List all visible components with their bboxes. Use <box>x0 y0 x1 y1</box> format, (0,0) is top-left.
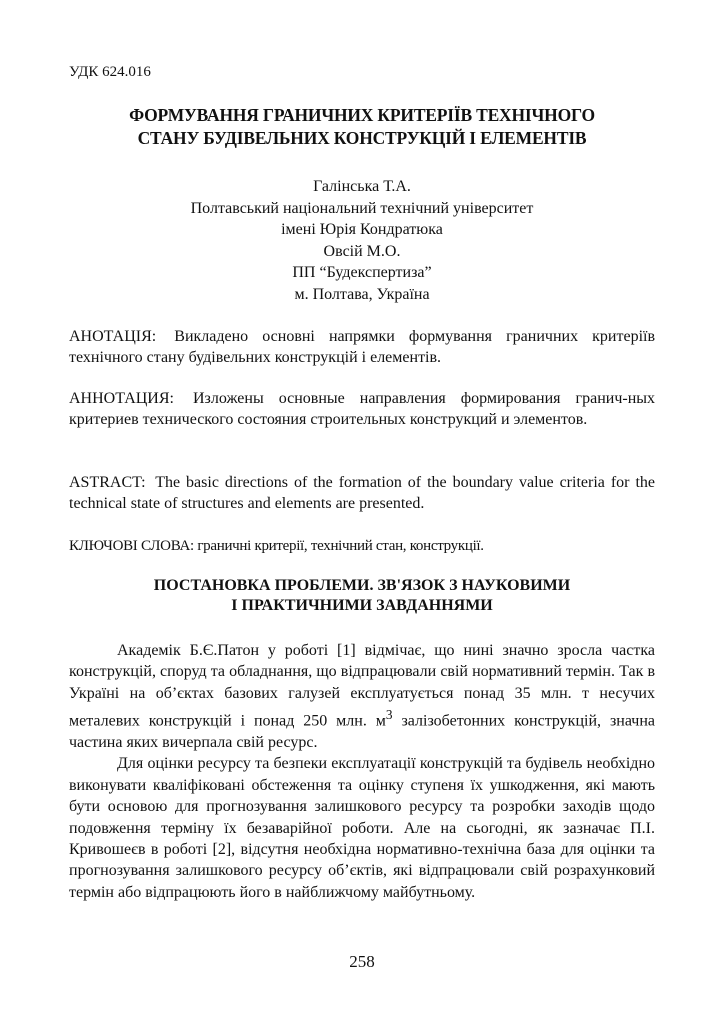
affiliation-line: Полтавський національний технічний університет <box>190 199 534 217</box>
author-name: Овсій М.О. <box>323 242 401 260</box>
city-line: м. Полтава, Україна <box>294 285 430 303</box>
abstract-text: The basic directions of the formation of the boundary value criteria for the technical state of structures and elements are presented. <box>69 474 655 512</box>
abstract-label: ASTRACT: <box>69 474 146 491</box>
abstract-label: АННОТАЦИЯ: <box>69 390 174 407</box>
abstract-ukrainian <box>69 326 655 368</box>
paper-title-line-1: ФОРМУВАННЯ ГРАНИЧНИХ КРИТЕРІЇВ ТЕХНІЧНОГО <box>129 105 595 125</box>
abstract-label: АНОТАЦІЯ: <box>69 328 157 345</box>
section-heading-line-2: І ПРАКТИЧНИМИ ЗАВДАННЯМИ <box>231 597 493 614</box>
page-number: 258 <box>349 952 375 971</box>
abstract-russian <box>69 388 655 430</box>
keywords-text: граничні критерії, технічний стан, конструкції. <box>197 538 484 554</box>
section-heading <box>69 576 655 616</box>
keywords <box>69 536 655 556</box>
paper-title-line-2: СТАНУ БУДІВЕЛЬНИХ КОНСТРУКЦІЙ І ЕЛЕМЕНТІВ <box>137 128 587 148</box>
author-name: Галінська Т.А. <box>313 178 411 195</box>
affiliation-line: імені Юрія Кондратюка <box>281 221 443 239</box>
paragraph-text: залізобетонних конструкцій, значна частина яких вичерпала свій ресурс. <box>69 712 655 751</box>
author-block <box>69 176 655 306</box>
keywords-label: КЛЮЧОВІ СЛОВА: <box>69 538 194 554</box>
paper-title <box>69 104 655 150</box>
udc-code: УДК 624.016 <box>69 64 151 80</box>
body-text <box>69 640 655 903</box>
paragraph <box>69 640 655 753</box>
paragraph: Для оцінки ресурсу та безпеки експлуатації конструкцій та будівель необхідно виконувати кваліфіковані обстеження та оцінку ступеня їх ушкодження, які мають бути основою для прогнозування залишкового ресурсу та розробки заходів щодо подовження терміну їх безаварійної роботи. Але на сьогодні, як зазначає П.І. Кривошеєв в роботі [2], відсутня необхідна нормативно-технічна база для оцінки та прогнозування залишкового ресурсу об’єктів, які відпрацювали свій розрахунковий термін або відпрацюють його в найближчому майбутньому. <box>69 755 655 901</box>
abstract-text: Изложены основные направления формирования гранич-ных критериев технического состояния строительных конструкций и элементов. <box>69 390 656 428</box>
superscript: 3 <box>385 707 393 723</box>
paragraph-text: Академік Б.Є.Патон у роботі [1] відмічає, що нині значно зросла частка конструкцій, споруд та обладнання, що відпрацювали свій нормативний термін. Так в Україні на об’єктах базових галузей експлуатується понад 35 млн. т несучих металевих конструкцій і понад 250 млн. м <box>69 642 655 730</box>
affiliation-line: ПП “Будекспертиза” <box>292 264 432 282</box>
abstract-english <box>69 472 655 514</box>
section-heading-line-1: ПОСТАНОВКА ПРОБЛЕМИ. ЗВ'ЯЗОК З НАУКОВИМИ <box>153 577 571 594</box>
abstract-text: Викладено основні напрямки формування граничних критеріїв технічного стану будівельних конструкцій і елементів. <box>69 328 656 366</box>
